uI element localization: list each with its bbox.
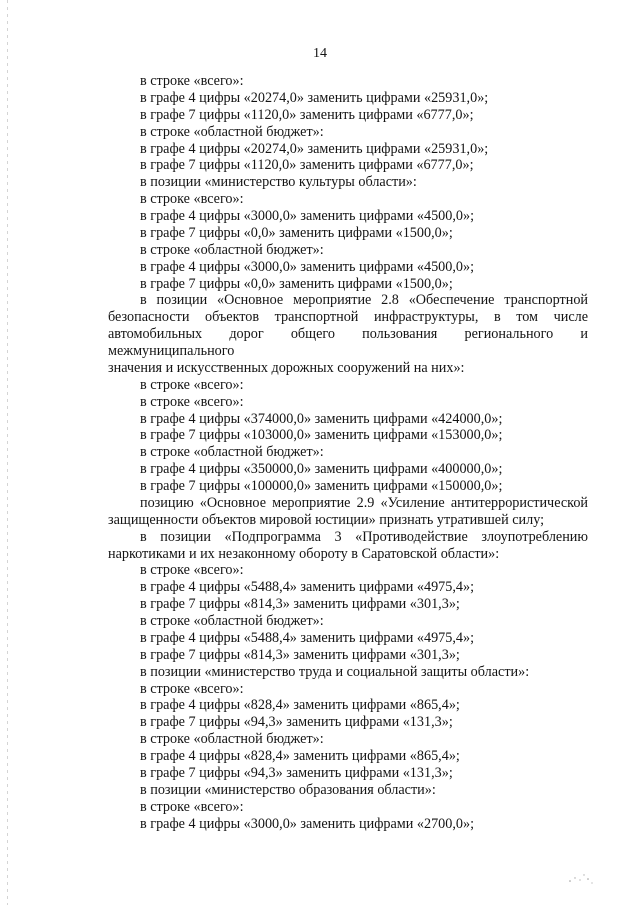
document-line: в графе 4 цифры «5488,4» заменить цифрами «4975,4»;	[140, 629, 475, 646]
document-line: наркотиками и их незаконному обороту в Саратовской области»:	[108, 545, 500, 562]
document-line: защищенности объектов мировой юстиции» признать утратившей силу;	[108, 511, 545, 528]
document-line: в строке «всего»:	[140, 73, 244, 89]
document-line: в графе 7 цифры «1120,0» заменить цифрами «6777,0»;	[140, 106, 474, 123]
document-line: в графе 7 цифры «0,0» заменить цифрами «1500,0»;	[140, 275, 453, 292]
document-line: позицию «Основное мероприятие 2.9 «Усиление антитеррористической	[140, 494, 588, 511]
document-line: в строке «областной бюджет»:	[140, 123, 324, 140]
scan-edge-artifact	[7, 0, 8, 905]
document-line: в графе 4 цифры «374000,0» заменить цифрами «424000,0»;	[140, 410, 503, 427]
page-number: 14	[313, 46, 327, 61]
document-line: в графе 4 цифры «20274,0» заменить цифрами «25931,0»;	[140, 89, 489, 106]
document-line: в графе 7 цифры «94,3» заменить цифрами «131,3»;	[140, 714, 453, 731]
document-line: в позиции «министерство образования области»:	[140, 781, 436, 798]
document-line: в строке «областной бюджет»:	[140, 444, 324, 461]
document-line: в графе 4 цифры «5488,4» заменить цифрами «4975,4»;	[140, 579, 475, 596]
document-line: в графе 7 цифры «814,3» заменить цифрами «301,3»;	[140, 646, 460, 663]
document-line: значения и искусственных дорожных сооружений на них»:	[108, 359, 465, 376]
document-line: в графе 4 цифры «3000,0» заменить цифрами «4500,0»;	[140, 208, 475, 224]
document-line: безопасности объектов транспортной инфраструктуры, в том числе	[108, 309, 588, 326]
document-line: в строке «всего»:	[140, 191, 244, 208]
document-line: в строке «всего»:	[140, 798, 244, 815]
document-line: в графе 4 цифры «20274,0» заменить цифрами «25931,0»;	[140, 140, 489, 157]
document-line: в графе 7 цифры «0,0» заменить цифрами «1500,0»;	[140, 224, 453, 241]
document-line: в строке «областной бюджет»:	[140, 613, 324, 629]
document-line: в графе 4 цифры «3000,0» заменить цифрами «2700,0»;	[140, 815, 475, 832]
document-line: в графе 4 цифры «828,4» заменить цифрами «865,4»;	[140, 697, 460, 714]
document-line: автомобильных дорог общего пользования регионального и межмуниципального	[108, 326, 588, 359]
document-line: в графе 7 цифры «103000,0» заменить цифрами «153000,0»;	[140, 427, 503, 444]
scan-speckle	[566, 869, 596, 887]
document-line: в строке «всего»:	[140, 562, 244, 579]
document-line: в позиции «министерство труда и социальной защиты области»:	[140, 663, 530, 680]
document-line: в позиции «Основное мероприятие 2.8 «Обеспечение транспортной	[140, 292, 588, 309]
document-line: в графе 4 цифры «350000,0» заменить цифрами «400000,0»;	[140, 461, 503, 478]
document-line: в графе 4 цифры «828,4» заменить цифрами «865,4»;	[140, 748, 460, 764]
document-line: в позиции «Подпрограмма 3 «Противодействие злоупотреблению	[140, 528, 588, 545]
document-line: в графе 7 цифры «1120,0» заменить цифрами «6777,0»;	[140, 157, 474, 174]
document-line: в строке «всего»:	[140, 393, 244, 410]
document-line: в графе 4 цифры «3000,0» заменить цифрами «4500,0»;	[140, 258, 475, 275]
document-body	[108, 73, 588, 832]
document-line: в строке «всего»:	[140, 376, 244, 393]
document-line: в строке «всего»:	[140, 680, 244, 697]
document-line: в графе 7 цифры «94,3» заменить цифрами «131,3»;	[140, 764, 453, 781]
document-line: в графе 7 цифры «100000,0» заменить цифрами «150000,0»;	[140, 478, 503, 494]
document-line: в строке «областной бюджет»:	[140, 731, 324, 748]
document-line: в графе 7 цифры «814,3» заменить цифрами «301,3»;	[140, 596, 460, 613]
document-line: в строке «областной бюджет»:	[140, 241, 324, 258]
document-line: в позиции «министерство культуры области»:	[140, 174, 417, 191]
